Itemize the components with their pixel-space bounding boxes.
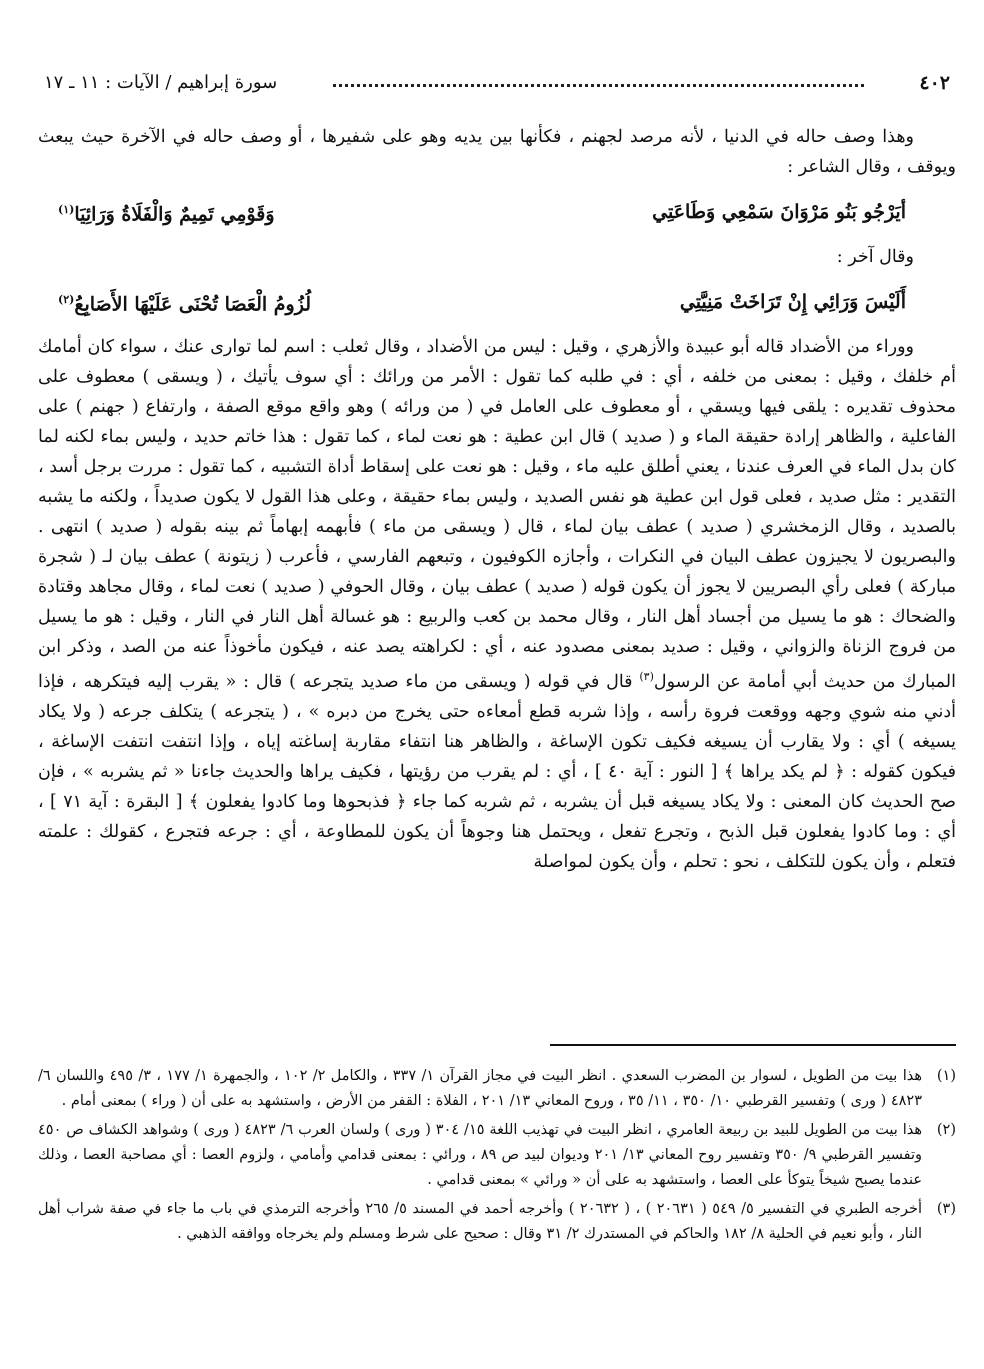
page — [38, 62, 956, 1342]
footnote-ref-1[interactable]: (١) — [58, 202, 75, 216]
verse-2-first-hemistich: أَلَيْسَ وَرَائِي إِنْ تَرَاخَتْ مَنِيَّتِي — [679, 291, 906, 313]
footnote-3 — [38, 1197, 956, 1247]
verse-line-1 — [38, 182, 956, 242]
page-header — [38, 72, 956, 102]
footnote-1 — [38, 1064, 956, 1114]
verse-1-first-hemistich: أيَرْجُو بَنُو مَرْوَانَ سَمْعِي وَطَاعَتِي — [652, 201, 906, 223]
footnote-separator — [550, 1044, 956, 1046]
verse-1-second-hemistich: وَقَوْمِي تَمِيمٌ وَالْفَلَاةُ وَرَائِيَا$^{(١)}$ — [58, 202, 275, 226]
footnote-1-number: (١) — [936, 1068, 956, 1084]
footnote-3-number: (٣) — [936, 1201, 956, 1217]
surah-title: سورة إبراهيم / الآيات : ١١ ـ ١٧ — [44, 72, 278, 93]
footnote-2-text: هذا بيت من الطويل للبيد بن ربيعة العامري ، انظر البيت في تهذيب اللغة ١٥/ ٣٠٤ ( ورى ) ولسان العرب ٦/ ٤٨٢٣ ( ورى ) وشواهد الكشاف ص ٤٥٠ وتفسير القرطبي ٩/ ٣٥٠ وتفسير روح المعاني ١٣/ ٢٠١ وديوان لبيد ص ٨٩ ، ورائي : بمعنى قدامي وأمامي ، ولزوم العصا : أي مصاحبة العصا ، وذلك عندما يصبح شيخاً يتوكأ على العصا ، واستشهد به على أن « ورائي » بمعنى قدامي . — [38, 1122, 923, 1188]
footnote-1-text: هذا بيت من الطويل ، لسوار بن المضرب السعدي . انظر البيت في مجاز القرآن ١/ ٣٣٧ ، والكامل ٢/ ١٠٢ ، والجمهرة ١/ ١٧٧ ، ٣/ ٤٩٥ واللسان ٦/ ٤٨٢٣ ( ورى ) وتفسير القرطبي ١٠/ ٣٥٠ ، ١١/ ٣٥ ، وروح المعاني ١٣/ ٢٠١ ، الفلاة : القفر من الأرض ، واستشهد به على أن ( وراء ) بمعنى أمام . — [38, 1068, 922, 1109]
main-text — [38, 122, 956, 877]
footnote-2 — [38, 1118, 956, 1193]
page-number: ٤٠٢ — [919, 72, 950, 94]
paragraph-main-commentary: ووراء من الأضداد قاله أبو عبيدة والأزهري ، وقيل : ليس من الأضداد ، وقال ثعلب : اسم لما توارى عنك ، سواء كان أمامك أم خلفك ، وقيل : بمعنى من خلفه ، أي : في طلبه كما تقول : الأمر من ورائك : أي سوف يأتيك ، ( ويسقى ) معطوف على محذوف تقديره : يلقى فيها ويسقي ، أو معطوف على العامل في ( من ورائه ) وهو واقع موقع الصفة ، وارتفاع ( جهنم ) على الفاعلية ، والظاهر إرادة حقيقة الماء و ( صديد ) قال ابن عطية : هو نعت لماء ، كما تقول : هذا خاتم حديد ، وليس بماء لكنه لما كان بدل الماء في العرف عندنا ، يعني أطلق عليه ماء ، وقيل : هو نعت على إسقاط أداة التشبيه ، كما تقول : مررت برجل أسد ، التقدير : مثل صديد ، فعلى قول ابن عطية هو نفس الصديد ، وليس بماء حقيقة ، وعلى هذا القول لا يكون صديداً ، ولكنه ما يشبه بالصديد ، وقال الزمخشري ( صديد ) عطف بيان لماء ، قال ( ويسقى من ماء ) فأبهمه إبهاماً ثم بينه بقوله ( صديد ) انتهى . والبصريون لا يجيزون عطف البيان في النكرات ، وأجازه الكوفيون ، وتبعهم الفارسي ، فأعرب ( زيتونة ) عطف بيان لـ ( شجرة مباركة ) فعلى رأي البصريين لا يجوز أن يكون قوله ( صديد ) عطف بيان ، وقال الحوفي ( صديد ) نعت لماء ، وقال مجاهد وقتادة والضحاك : هو ما يسيل من أجساد أهل النار ، وقال محمد بن كعب والربيع : هو غسالة أهل النار في النار ، وقيل : هو ما يسيل من فروج الزناة والزواني ، وقيل : صديد بمعنى مصدود عنه ، أي : لكراهته يصد عنه ، فيكون مأخوذاً عنه من الصد ، وذكر ابن المبارك من حديث أبي أمامة عن الرسول$^{(٣)}$ قال في قوله ( ويسقى من ماء صديد يتجرعه ) قال : « يقرب إليه فيتكرهه ، فإذا أدني منه شوي وجهه ووقعت فروة رأسه ، وإذا شربه قطع أمعاءه حتى يخرج من دبره » ، ( يتجرعه ) يتكلف جرعه ( ولا يكاد يسيغه ) أي : ولا يقارب أن يسيغه فكيف تكون الإساغة ، والظاهر هنا انتفاء مقاربة إساغته إياه ، وإذا انتفت انتفت الإساغة ، فيكون كقوله : ﴿ لم يكد يراها ﴾ [ النور : آية ٤٠ ] ، أي : لم يقرب من رؤيتها ، فكيف يراها والحديث جاءنا « ثم يشربه » ، فإن صح الحديث كان المعنى : ولا يكاد يسيغه قبل أن يشربه ، ثم شربه كما جاء ﴿ فذبحوها وما كادوا يفعلون ﴾ [ البقرة : آية ٧١ ] ، أي : وما كادوا يفعلون قبل الذبح ، وتجرع تفعل ، ويحتمل هنا وجوهاً أن يكون للمطاوعة ، أي : جرعه فتجرع ، كقولك : علمته فتعلم ، وأن يكون للتكلف ، نحو : تحلم ، وأن يكون لمواصلة — [38, 337, 956, 872]
footnotes — [38, 1064, 956, 1251]
paragraph-another-poet: وقال آخر : — [836, 247, 914, 267]
footnote-3-text: أخرجه الطبري في التفسير ٥/ ٥٤٩ ( ٢٠٦٣١ ) ، ( ٢٠٦٣٢ ) وأخرجه أحمد في المسند ٥/ ٢٦٥ وأخرجه الترمذي في باب ما جاء في صفة شراب أهل النار ، وأبو نعيم في الحلية ٨/ ١٨٢ والحاكم في المستدرك ٢/ ٣١ وقال : صحيح على شرط ومسلم ولم يخرجاه ووافقه الذهبي . — [38, 1201, 922, 1242]
footnote-2-number: (٢) — [936, 1122, 956, 1138]
verse-line-2 — [38, 272, 956, 332]
footnote-ref-3[interactable]: (٣) — [639, 670, 654, 683]
paragraph-intro: وهذا وصف حاله في الدنيا ، لأنه مرصد لجهنم ، فكأنها بين يديه وهو على شفيرها ، أو وصف حاله في الآخرة حيث يبعث ويوقف ، وقال الشاعر : — [38, 127, 956, 177]
footnote-ref-2[interactable]: (٢) — [58, 292, 75, 306]
verse-2-second-hemistich: لُزُومُ الْعَصَا تُحْنَى عَلَيْهَا الأَصَابِعُ$^{(٢)}$ — [58, 292, 311, 316]
header-dotted-leader — [333, 84, 864, 87]
